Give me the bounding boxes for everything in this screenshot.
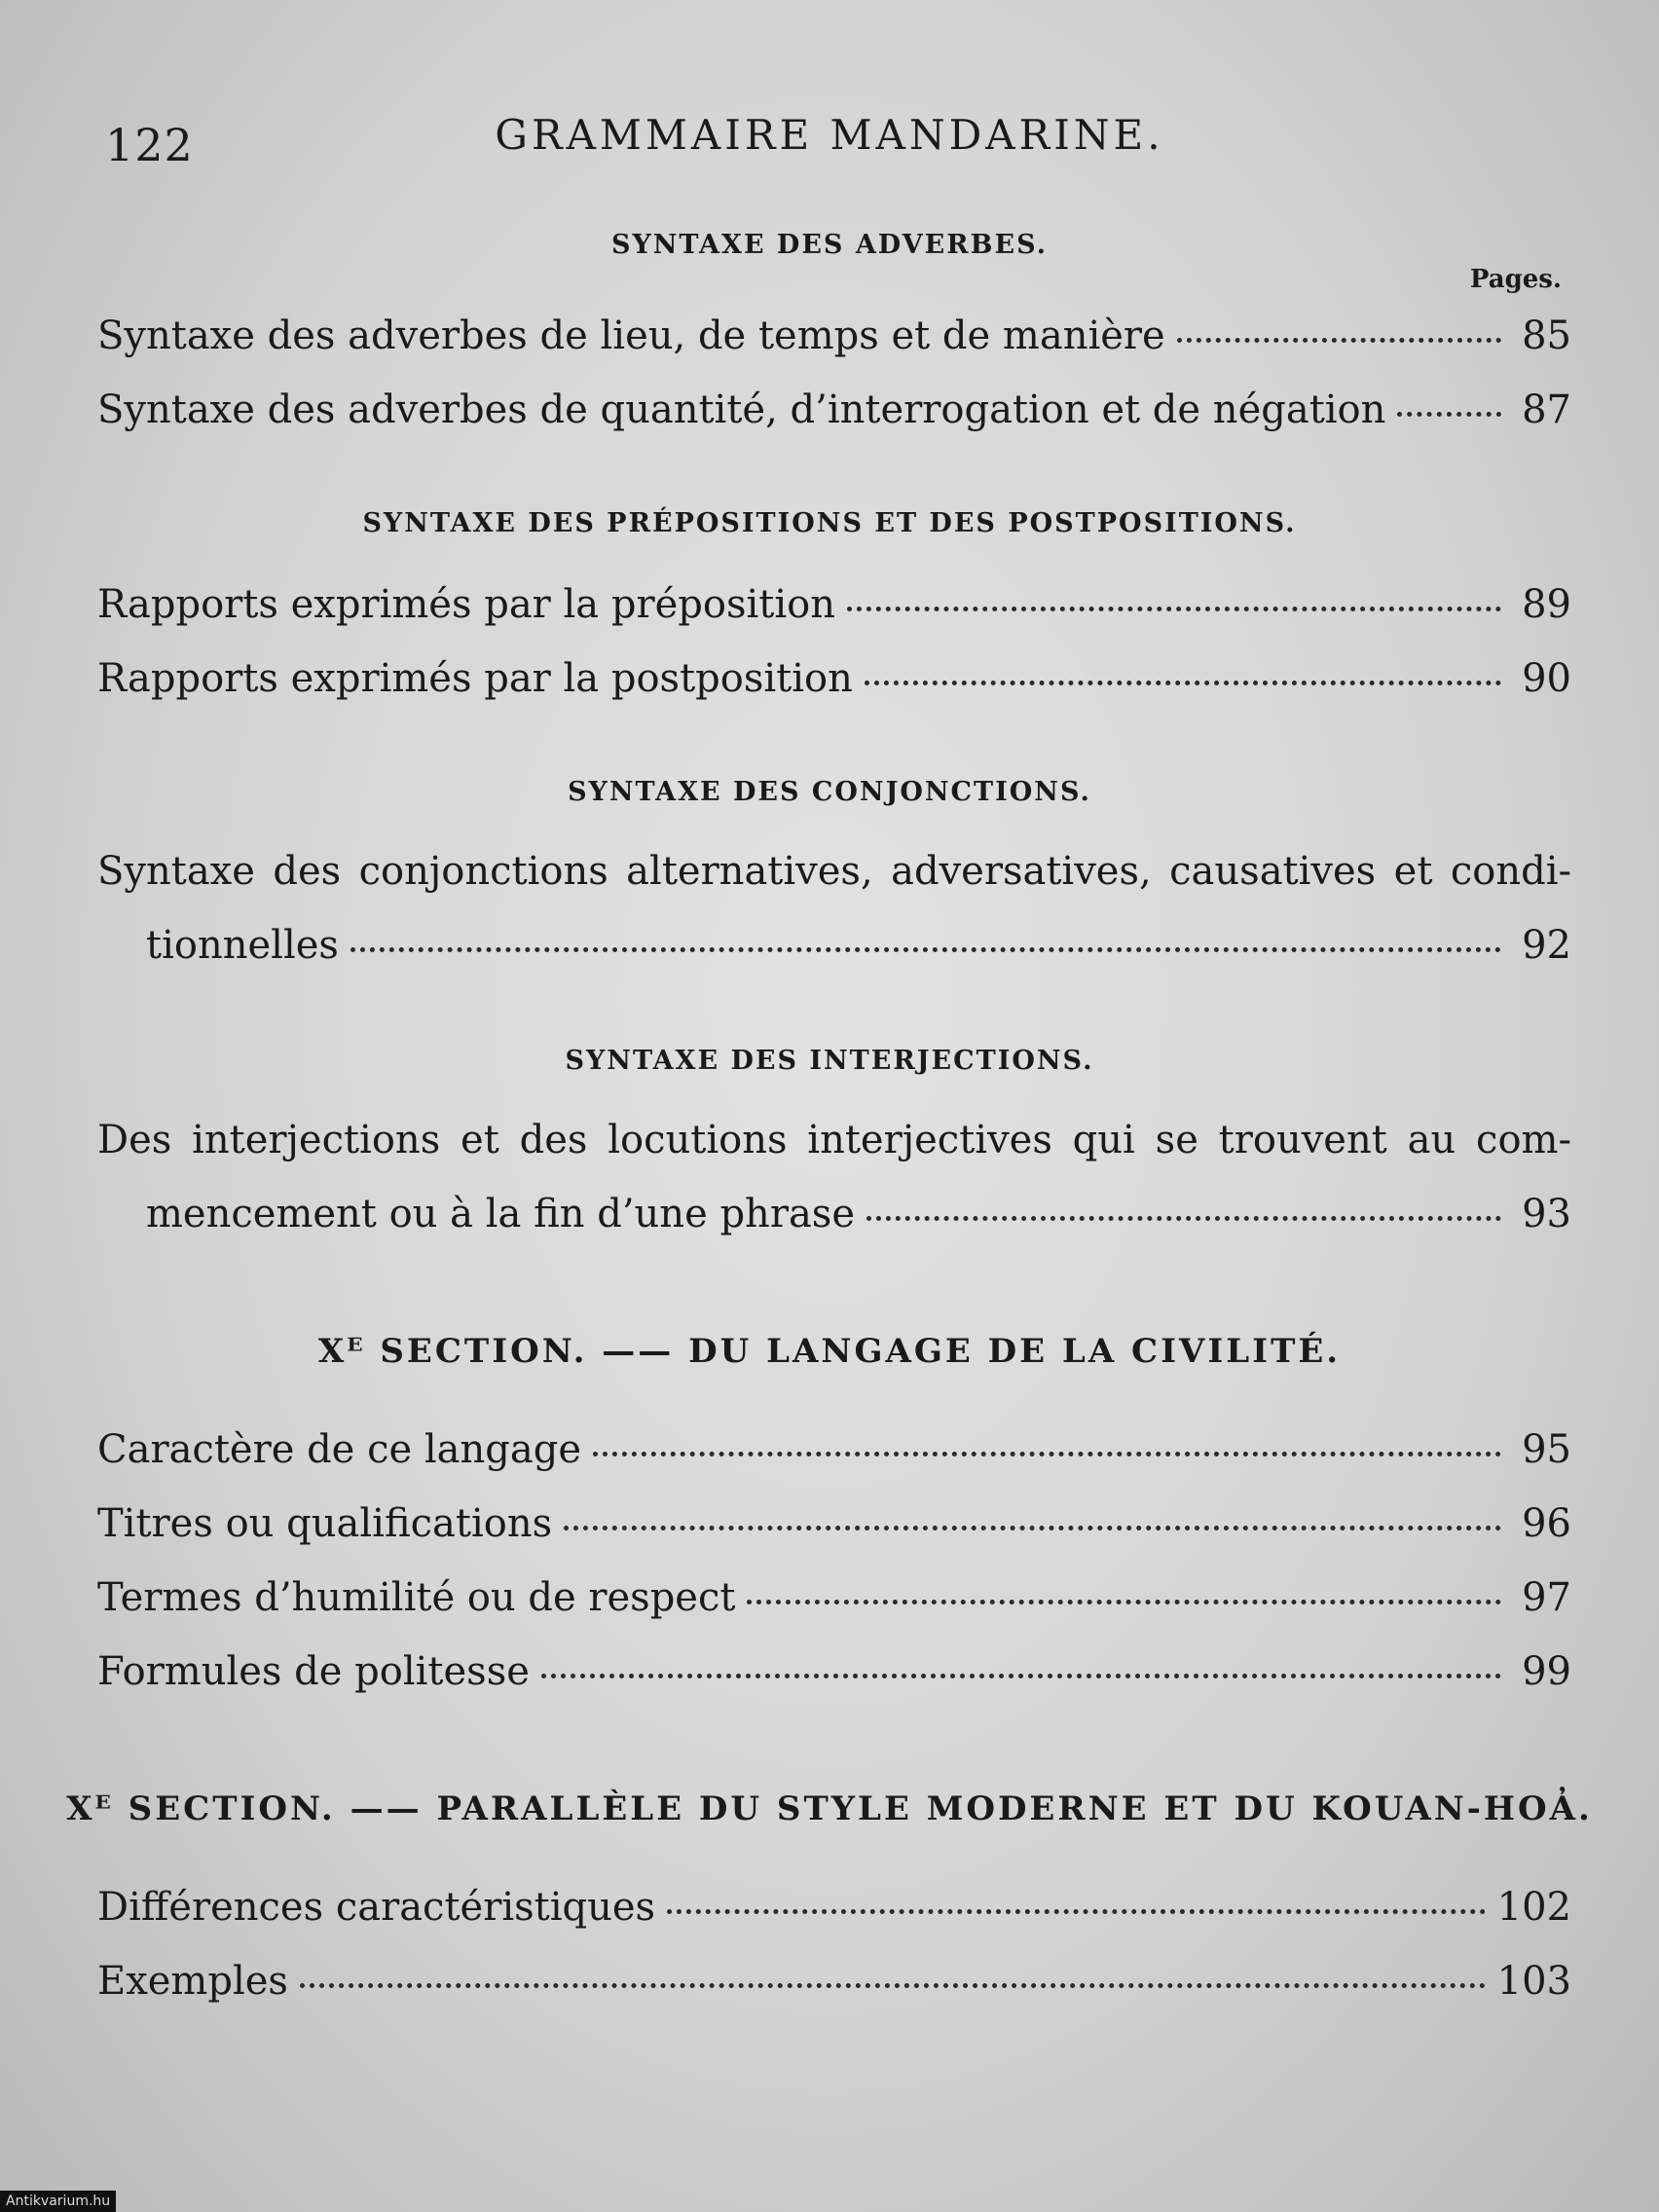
toc-entry-text: Rapports exprimés par la postposition	[97, 656, 853, 701]
toc-entry-line: Des interjections et des locutions interjectives qui se trouvent au com-	[97, 1118, 1571, 1162]
toc-entry-text: Syntaxe des adverbes de quantité, d’interrogation et de négation	[97, 387, 1386, 432]
toc-entry-text: Formules de politesse	[97, 1649, 530, 1694]
heading-prepositions: SYNTAXE DES PRÉPOSITIONS ET DES POSTPOSITIONS.	[362, 508, 1297, 538]
dot-leader	[747, 1600, 1501, 1604]
toc-entry-text: Syntaxe des adverbes de lieu, de temps et de manière	[97, 313, 1165, 358]
toc-entry-text: mencement ou à la fin d’une phrase	[146, 1192, 855, 1236]
toc-entry	[97, 1885, 1571, 1930]
toc-entry	[97, 582, 1571, 627]
toc-entry-text: Termes d’humilité ou de respect	[97, 1575, 736, 1620]
toc-entry-text: Titres ou qualifications	[97, 1501, 553, 1546]
toc-entry-page: 89	[1522, 582, 1571, 627]
dot-leader	[865, 681, 1501, 685]
toc-entry-page: 85	[1522, 313, 1571, 358]
heading-interjections: SYNTAXE DES INTERJECTIONS.	[565, 1046, 1094, 1076]
toc-entry-page: 96	[1522, 1501, 1571, 1546]
toc-entry-page: 103	[1496, 1959, 1571, 2004]
heading-parallele: Xᴱ SECTION. —— PARALLÈLE DU STYLE MODERNE ET DU KOUAN-HOA̓.	[66, 1789, 1593, 1828]
pages-label: Pages.	[1469, 265, 1562, 294]
toc-entry	[97, 1575, 1571, 1620]
dot-leader	[541, 1674, 1501, 1678]
dot-leader	[1397, 412, 1501, 417]
toc-entry	[97, 1501, 1571, 1546]
toc-entry	[97, 656, 1571, 701]
toc-entry-text: tionnelles	[146, 923, 339, 968]
toc-entry-page: 97	[1522, 1575, 1571, 1620]
page-number: 122	[105, 119, 194, 171]
toc-entry-text: Rapports exprimés par la préposition	[97, 582, 835, 627]
toc-entry-line: Syntaxe des conjonctions alternatives, adversatives, causatives et condi-	[97, 849, 1571, 894]
toc-entry-text: Exemples	[97, 1959, 288, 2004]
heading-conjonctions: SYNTAXE DES CONJONCTIONS.	[568, 777, 1091, 807]
toc-entry	[97, 1427, 1571, 1472]
toc-entry	[97, 313, 1571, 358]
dot-leader	[847, 607, 1501, 611]
toc-entry-page: 90	[1522, 656, 1571, 701]
dot-leader	[1177, 338, 1501, 343]
dot-leader	[866, 1216, 1501, 1221]
toc-entry-text: Caractère de ce langage	[97, 1427, 581, 1472]
dot-leader	[667, 1909, 1486, 1914]
dot-leader	[564, 1526, 1501, 1530]
dot-leader	[300, 1983, 1486, 1988]
toc-entry-page: 87	[1522, 387, 1571, 432]
toc-entry-page: 99	[1522, 1649, 1571, 1694]
toc-entry-page: 102	[1496, 1885, 1571, 1930]
dot-leader	[593, 1452, 1501, 1456]
toc-entry	[97, 387, 1571, 432]
toc-entry	[97, 1649, 1571, 1694]
toc-entry-text: Différences caractéristiques	[97, 1885, 656, 1930]
running-title: GRAMMAIRE MANDARINE.	[495, 111, 1164, 159]
toc-entry-page: 95	[1522, 1427, 1571, 1472]
heading-civilite: Xᴱ SECTION. —— DU LANGAGE DE LA CIVILITÉ.	[317, 1332, 1342, 1371]
toc-entry-page: 92	[1522, 923, 1571, 968]
heading-adverbes: SYNTAXE DES ADVERBES.	[610, 230, 1049, 260]
toc-entry	[97, 1959, 1571, 2004]
toc-entry	[146, 923, 1571, 968]
toc-entry	[146, 1192, 1571, 1236]
dot-leader	[350, 947, 1501, 952]
watermark: Antikvarium.hu	[0, 2191, 116, 2212]
toc-entry-page: 93	[1522, 1192, 1571, 1236]
